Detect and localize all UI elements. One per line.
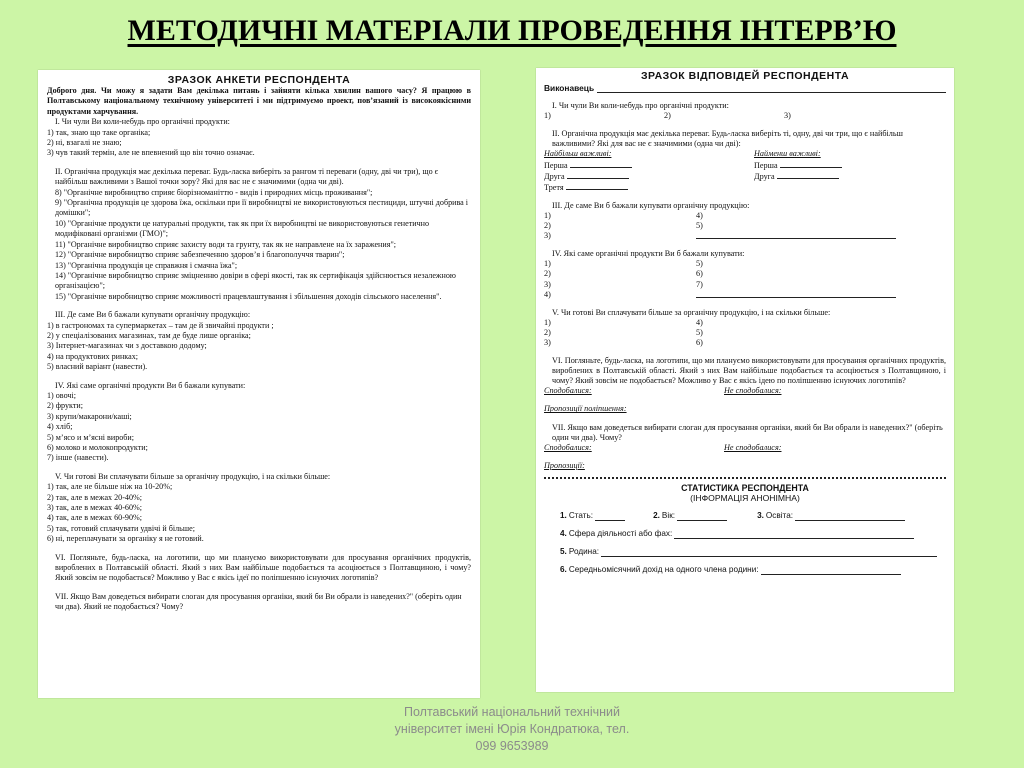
- answer-q5: V. Чи готові Ви сплачувати більше за органічну продукцію, і на скільки більше:: [552, 307, 831, 317]
- stats-subtitle: (ІНФОРМАЦІЯ АНОНІМНА): [690, 492, 800, 503]
- q5-slot: 2): [544, 327, 551, 337]
- q5-slot: 1): [544, 317, 551, 327]
- footer-contact: [0, 704, 1024, 755]
- question-3: III. Де саме Ви б бажали купувати органічну продукцію:: [55, 310, 251, 320]
- answer-q6: VI. Погляньте, будь-ласка, на логотипи, що ми плануємо використовувати для просування органічних продуктів, вироблених в Полтавській області. Який з них Вам найбільше подобається та асоціюється з Полтавщиною, і чому? Який зовсім не подобається? Можливо у Вас є якісь ідею по поліпшенню існуючих логотипів?: [552, 356, 946, 386]
- q2-most-important-head: Найбільш важливі:: [544, 149, 612, 159]
- q3-option: 5) власний варіант (навести).: [47, 362, 148, 372]
- respondent-questionnaire-sample: [38, 70, 480, 698]
- q7-liked-label: Сподобалися:: [544, 442, 592, 452]
- q3-slot: 5): [696, 221, 896, 239]
- q1-slot: 2): [664, 111, 671, 121]
- q1-slot: 1): [544, 111, 551, 121]
- question-6: VI. Погляньте, будь-ласка, на логотипи, що ми плануємо використовувати для просування органічних продуктів, вироблених в Полтавській області. Який з них Вам найбільше подобається та асоціюється з Полтавщиною, і чому? Який зовсім не подобається? Можливо у Вас є якісь ідеї по поліпшенню існуючих логотипів?: [55, 552, 471, 583]
- q4-option: 5) м’ясо и м’ясні вироби;: [47, 432, 135, 442]
- footer-line: університет імені Юрія Кондратюка, тел.: [394, 722, 630, 736]
- q7-disliked-label: Не сподобалися:: [724, 442, 782, 452]
- questionnaire-intro: Доброго дня. Чи можу я задати Вам декілька питань і зайняти кілька хвилин вашого часу? Я працюю в Полтавському національному технічному університеті і ми підтримуємо проект, пов’язаний із високоякісними продуктами харчування.: [47, 86, 471, 116]
- income-label: Середньомісячний дохід на одного члена родини:: [568, 565, 759, 575]
- q4-option: 1) овочі;: [47, 390, 76, 400]
- q1-slot: 3): [784, 111, 791, 121]
- q2-option: 15) "Органічне виробництво сприяє можливості працевлаштування і збільшення доходів сільського населення".: [55, 291, 442, 301]
- q4-slot: 7): [696, 280, 896, 298]
- q6-suggestions-label: Пропозиції поліпшення:: [544, 404, 627, 414]
- q1-option: 3) чув такий термін, але не впевнений що він точно означає.: [47, 148, 255, 158]
- q3-slot: 2): [544, 221, 551, 231]
- stats-row-6: 6. Середньомісячний дохід на одного члена родини:: [544, 565, 946, 575]
- executor-line: [597, 84, 946, 93]
- q5-slot: 6): [696, 337, 703, 347]
- q4-slot: 1): [544, 259, 551, 269]
- q2-option: 8) "Органічне виробництво сприяє біорізноманіттю - видів і природних місць проживання";: [55, 187, 373, 197]
- footer-line: 099 9653989: [475, 739, 549, 753]
- q3-slot: 1): [544, 210, 551, 220]
- q4-slot: 5): [696, 259, 703, 269]
- stats-row-1: 1. Стать: 2. Вік: 3. Освіта:: [544, 511, 946, 521]
- q5-slot: 3): [544, 337, 551, 347]
- q4-option: 7) інше (навести).: [47, 453, 109, 463]
- q2-least-slot: Друга: [754, 171, 934, 182]
- q3-option: 4) на продуктових ринках;: [47, 351, 139, 361]
- q2-option: 11) "Органічне виробництво сприяє захисту води та грунту, так як не направлене на їх заражения";: [55, 239, 396, 249]
- q3-option: 1) в гастрономах та супермаркетах – там де й звичайні продукти ;: [47, 320, 274, 330]
- question-1: I. Чи чули Ви коли-небудь про органічні продукти:: [55, 117, 230, 127]
- q5-option: 3) так, але в межах 40-60%;: [47, 503, 142, 513]
- q4-slot: 6): [696, 269, 703, 279]
- q2-most-slot: Перша: [544, 160, 754, 171]
- question-7: VII. Якщо Вам доведеться вибирати слоган для просування органіки, який би Ви обрали із наведених?" (оберіть один чи два). Який не подобається? Чому?: [55, 591, 462, 612]
- q1-option: 1) так, знаю що таке органіка;: [47, 127, 151, 137]
- q2-option: 12) "Органічне виробництво сприяє забезпеченню здоров’я і благополуччя тварин";: [55, 250, 345, 260]
- q2-option: 13) "Органічна продукція це справжня і смачна їжа";: [55, 260, 238, 270]
- q3-option: 2) у спеціалізованих магазинах, там де буде лише органіка;: [47, 330, 251, 340]
- stats-row-4: 4. Сфера діяльності або фах:: [544, 529, 946, 539]
- answer-q1: I. Чи чули Ви коли-небудь про органічні продукти:: [552, 101, 729, 111]
- q2-option: 14) "Органічне виробництво сприяє зміцненню довіри в сфері якості, так як сертифікація здійснюється незалежною організацією";: [55, 270, 456, 291]
- q5-option: 6) ні, переплачувати за органіку я не готовий.: [47, 534, 204, 544]
- q2-option: 9) "Органічна продукція це здорова їжа, оскільки при її виробництві не використовуються пестициди, штучні добрива і домішки";: [55, 198, 469, 218]
- q3-option: 3) Інтернет-магазинах чи з доставкою додому;: [47, 341, 207, 351]
- executor-row: [544, 83, 946, 93]
- question-5: V. Чи готові Ви сплачувати більше за органічну продукцію, і на скільки більше:: [55, 471, 331, 481]
- stats-title: СТАТИСТИКА РЕСПОНДЕНТА: [681, 482, 809, 493]
- q5-slot: 4): [696, 317, 703, 327]
- age-label: Вік:: [661, 510, 676, 520]
- answer-q2: II. Органічна продукція має декілька переваг. Будь-ласка виберіть ті, одну, дві чи три, що є найбільш важливими? Які для вас не є значимими (одна чи дві):: [552, 129, 903, 149]
- dotted-separator: [544, 477, 946, 479]
- stats-row-5: 5. Родина:: [544, 547, 946, 557]
- q5-option: 4) так, але в межах 60-90%;: [47, 513, 142, 523]
- q4-option: 6) молоко и молокопродукти;: [47, 443, 148, 452]
- q4-option: 4) хліб;: [47, 422, 73, 432]
- question-2: II. Органічна продукція має декілька переваг. Будь-ласка виберіть за рангом ті переваги (одну, дві чи три), що є найбільш важливими з Вашої точки зору? Які для вас не є значимими (одна чи дві).: [55, 166, 439, 187]
- executor-label: Виконавець: [544, 83, 595, 93]
- q4-option: 3) крупи/макарони/каші;: [47, 411, 132, 421]
- answer-q3: III. Де саме Ви б бажали купувати органічну продукцію:: [552, 200, 750, 210]
- q4-slot: 2): [544, 269, 551, 279]
- q2-least-important-head: Найменш важливі:: [754, 149, 821, 159]
- question-4: IV. Які саме органічні продукти Ви б бажали купувати:: [55, 380, 246, 390]
- gender-label: Стать:: [568, 510, 594, 520]
- q2-option: 10) "Органічне продукти це натуральні продукти, так як при їх виробництві не використовуються генетично модифіковані організми (ГМО)";: [55, 218, 430, 239]
- q6-disliked-label: Не сподобалися:: [724, 386, 782, 396]
- q4-option: 2) фрукти;: [47, 401, 83, 411]
- q3-slot: 4): [696, 210, 703, 220]
- respondent-answers-sample: [536, 68, 954, 692]
- q3-slot: 3): [544, 231, 551, 241]
- answers-title: ЗРАЗОК ВІДПОВІДЕЙ РЕСПОНДЕНТА: [640, 70, 850, 82]
- slide-title: МЕТОДИЧНІ МАТЕРІАЛИ ПРОВЕДЕННЯ ІНТЕРВ’Ю: [127, 14, 897, 47]
- q4-slot: 4): [544, 289, 551, 299]
- q6-liked-label: Сподобалися:: [544, 386, 592, 396]
- q7-suggestions-label: Пропозиції:: [544, 460, 585, 470]
- answer-q4: IV. Які саме органічні продукти Ви б бажали купувати:: [552, 249, 745, 259]
- q2-least-slot: Перша: [754, 160, 934, 171]
- education-label: Освіта:: [765, 510, 794, 520]
- q5-option: 5) так, готовий сплачувати удвічі й більше;: [47, 523, 195, 533]
- q5-option: 2) так, але в межах 20-40%;: [47, 492, 142, 502]
- q1-option: 2) ні, взагалі не знаю;: [47, 138, 122, 148]
- q5-slot: 5): [696, 327, 703, 337]
- q4-slot: 3): [544, 279, 551, 289]
- occupation-label: Сфера діяльності або фах:: [568, 529, 673, 538]
- footer-line: Полтавський національний технічний: [404, 705, 620, 719]
- questionnaire-title: ЗРАЗОК АНКЕТИ РЕСПОНДЕНТА: [167, 74, 351, 86]
- q2-most-slot: Друга: [544, 171, 754, 182]
- q2-most-slot: Третя: [544, 182, 754, 193]
- family-label: Родина:: [568, 547, 600, 557]
- q5-option: 1) так, але не більше ніж на 10-20%;: [47, 482, 173, 492]
- answer-q7: VII. Якщо вам доведеться вибирати слоган для просування органіки, який би Ви обрали із наведених?" (оберіть один чи два). Чому?: [552, 422, 943, 442]
